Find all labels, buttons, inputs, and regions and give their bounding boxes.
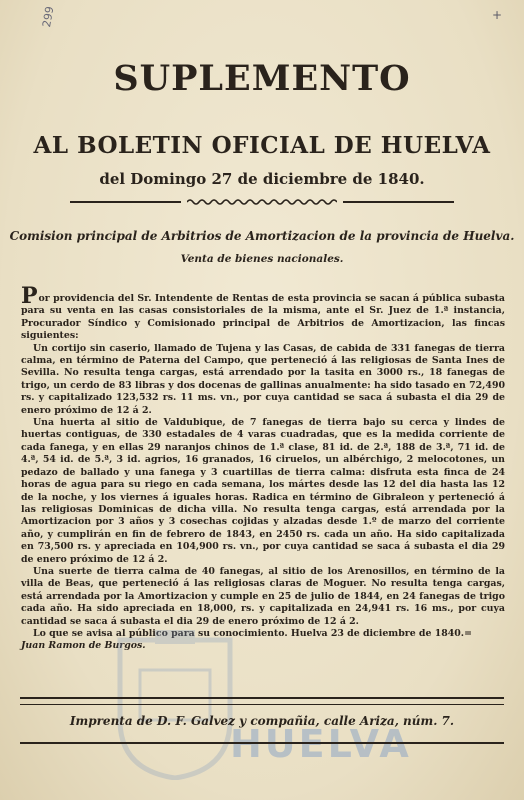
signer-name: Juan Ramon de Burgos. [21, 640, 146, 652]
divider-line-right [343, 201, 454, 203]
corner-mark: + [491, 8, 502, 22]
paragraph-intro-text: or providencia del Sr. Intendente de Rentas de esta provincia se sacan á pública subasta para su venta en las casas consistoriales de la misma, ante el Sr. Juez de 1.ª instancia, Procurador Síndico y Comisionado principal de Arbitrios de Amortizacion, las fincas siguientes: [21, 293, 505, 342]
document-subtitle: AL BOLETIN OFICIAL DE HUELVA [33, 132, 491, 159]
wave-ornament-icon [187, 198, 337, 206]
watermark-text: HUELVA [230, 722, 412, 766]
bottom-rule [20, 742, 504, 744]
ornamental-divider [70, 198, 454, 206]
paragraph-huerta: Una huerta al sitio de Valdubique, de 7 fanegas de tierra bajo su cerca y lindes de huertas contiguas, de 330 estadales de 4 varas cuadradas, que es la medida corriente de cada fanega, y en ellas 29 naranjos chinos de 1.ª clase, 81 id. de 2.ª, 188 de 3.ª, 71 id. de 4.ª, 54 id. de 5.ª, 3 id. agrios, 16 granados, 16 ciruelos, un albérchigo, 2 melocotones, un pedazo de ballado y una fanega y 3 cuartillas de tierra calma: disfruta esta finca de 24 horas de agua para su riego en cada semana, los mártes desde las 12 del dia hasta las 12 de la noche, y los viernes á iguales horas. Radica en término de Gibraleon y perteneció á las religiosas Dominicas de dicha villa. No resulta tenga cargas, está arrendada por la Amortizacion por 3 años y 3 cosechas cojidas y alzadas desde 1.º de marzo del corriente año, y cumplirán en fin de febrero de 1843, en 2450 rs. cada un año. Ha sido capitalizada en 73,500 rs. y apreciada en 104,900 rs. vn., por cuya cantidad se saca á subasta el dia 29 de enero próximo de 12 á 2. [21, 417, 505, 565]
paragraph-closing: Lo que se avisa al público para su conocimiento. Huelva 23 de diciembre de 1840.= [33, 627, 472, 639]
paragraph-cortijo: Un cortijo sin caserio, llamado de Tujena y las Casas, de cabida de 331 fanegas de tierra calma, en término de Paterna del Campo, que perteneció á las religiosas de Santa Ines de Sevilla. No resulta tenga cargas, está arrendado por la tasita en 3000 rs., 18 fanegas de trigo, un cerdo de 83 libras y dos docenas de gallinas anualmente: ha sido tasado en 72,490 rs. y capitalizado 123,532 rs. 11 ms. vn., por cuya cantidad se saca á subasta el dia 29 de enero próximo de 12 á 2. [21, 342, 505, 416]
commission-heading: Comision principal de Arbitrios de Amortizacion de la provincia de Huelva. [9, 229, 515, 243]
printer-imprint: Imprenta de D. F. Galvez y compañia, calle Ariza, núm. 7. [69, 714, 455, 728]
paragraph-intro [21, 283, 505, 343]
document-body [21, 283, 505, 653]
double-rule [20, 697, 504, 705]
issue-date: del Domingo 27 de diciembre de 1840. [99, 170, 425, 188]
paragraph-suerte: Una suerte de tierra calma de 40 fanegas, al sitio de los Arenosillos, en término de la villa de Beas, que perteneció á las religiosas claras de Moguer. No resulta tenga cargas, está arrendada por la Amortizacion y cumple en 25 de julio de 1844, en 24 fanegas de trigo cada año. Ha sido apreciada en 18,000, rs. y capitalizada en 24,941 rs. 16 ms., por cuya cantidad se saca á subasta el dia 29 de enero próximo de 12 á 2. [21, 565, 505, 627]
drop-cap: P [21, 283, 38, 309]
divider-line-left [70, 201, 181, 203]
section-heading: Venta de bienes nacionales. [180, 253, 344, 265]
document-title: SUPLEMENTO [113, 58, 411, 99]
handwritten-number: 299 [40, 5, 57, 29]
